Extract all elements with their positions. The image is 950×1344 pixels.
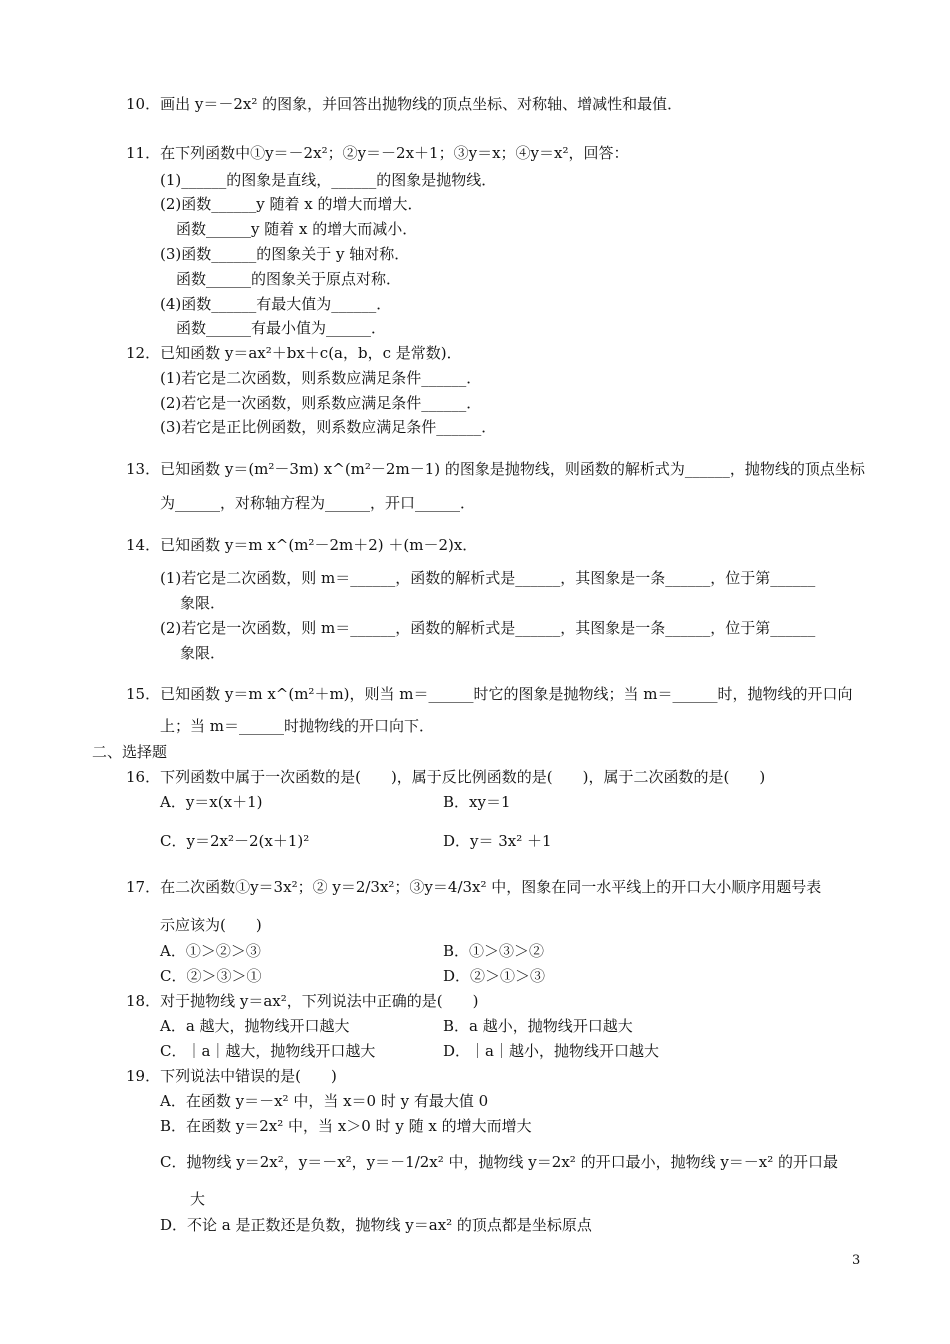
text-line: A．在函数 y＝－x² 中，当 x＝0 时 y 有最大值 0 (160, 1092, 489, 1110)
text-line: (2)若它是一次函数，则系数应满足条件______． (160, 394, 482, 412)
section-heading: 二、选择题 (92, 743, 168, 761)
text-line: A．①＞②＞③ (160, 942, 261, 960)
text-line: 大 (190, 1190, 206, 1208)
text-line: B．a 越小，抛物线开口越大 (443, 1017, 633, 1035)
text-line: 15．已知函数 y＝m x^(m²＋m)，则当 m＝______时它的图象是抛物线；当 m＝______时，抛物线的开口向 (126, 685, 853, 703)
text-line: (3)若它是正比例函数，则系数应满足条件______． (160, 418, 497, 436)
text-line: C．｜a｜越大，抛物线开口越大 (160, 1042, 376, 1060)
text-line: 函数______的图象关于原点对称． (176, 270, 402, 288)
text-line: 函数______有最小值为______． (176, 319, 387, 337)
text-line: (2)函数______y 随着 x 的增大而增大． (160, 195, 423, 213)
text-line: 示应该为( ) (160, 916, 262, 934)
text-line: B．①＞③＞② (443, 942, 545, 960)
text-line: 函数______y 随着 x 的增大而减小． (176, 220, 418, 238)
text-line: 12．已知函数 y＝ax²＋bx＋c(a，b，c 是常数)． (126, 344, 462, 362)
text-line: C．抛物线 y＝2x²，y＝－x²，y＝－1/2x² 中，抛物线 y＝2x² 的开口最小，抛物线 y＝－x² 的开口最 (160, 1153, 839, 1171)
text-line: (1)______的图象是直线，______的图象是抛物线． (160, 171, 497, 189)
text-line: (1)若它是二次函数，则系数应满足条件______． (160, 369, 482, 387)
text-line: C．②＞③＞① (160, 967, 262, 985)
text-line: (3)函数______的图象关于 y 轴对称． (160, 245, 410, 263)
text-line: 13．已知函数 y＝(m²－3m) x^(m²－2m－1) 的图象是抛物线，则函数的解析式为______，抛物线的顶点坐标 (126, 460, 865, 478)
text-line: 象限． (180, 594, 226, 612)
text-line: 18．对于抛物线 y＝ax²，下列说法中正确的是( ) (126, 992, 479, 1010)
text-line: A．y＝x(x＋1) (160, 793, 263, 811)
text-line: 14．已知函数 y＝m x^(m²－2m＋2) ＋(m－2)x． (126, 536, 478, 554)
text-line: B．在函数 y＝2x² 中，当 x＞0 时 y 随 x 的增大而增大 (160, 1117, 532, 1135)
text-line: C．y＝2x²－2(x＋1)² (160, 832, 310, 850)
text-line: (1)若它是二次函数，则 m＝______，函数的解析式是______，其图象是一条______，位于第______ (160, 569, 816, 587)
text-line: 上；当 m＝______时抛物线的开口向下． (160, 717, 434, 735)
text-line: 象限． (180, 644, 226, 662)
text-line: 为______，对称轴方程为______，开口______． (160, 494, 476, 512)
text-line: 17．在二次函数①y＝3x²；② y＝2/3x²；③y＝4/3x² 中，图象在同一水平线上的开口大小顺序用题号表 (126, 878, 822, 896)
text-line: 19．下列说法中错误的是( ) (126, 1067, 337, 1085)
text-line: (2)若它是一次函数，则 m＝______，函数的解析式是______，其图象是一条______，位于第______ (160, 619, 816, 637)
page-number: 3 (852, 1253, 861, 1268)
text-line: (4)函数______有最大值为______． (160, 295, 392, 313)
text-line: 10．画出 y＝－2x² 的图象，并回答出抛物线的顶点坐标、对称轴、增减性和最值． (126, 95, 683, 113)
text-line: B．xy＝1 (443, 793, 511, 811)
text-line: D．不论 a 是正数还是负数，抛物线 y＝ax² 的顶点都是坐标原点 (160, 1216, 592, 1234)
text-line: 16．下列函数中属于一次函数的是( )，属于反比例函数的是( )，属于二次函数的是( ) (126, 768, 766, 786)
text-line: D．②＞①＞③ (443, 967, 546, 985)
text-line: D．｜a｜越小，抛物线开口越大 (443, 1042, 659, 1060)
text-line: 11．在下列函数中①y＝－2x²；②y＝－2x＋1；③y＝x；④y＝x²，回答： (126, 144, 629, 162)
text-line: D．y＝ 3x² ＋1 (443, 832, 552, 850)
text-line: A．a 越大，抛物线开口越大 (160, 1017, 350, 1035)
